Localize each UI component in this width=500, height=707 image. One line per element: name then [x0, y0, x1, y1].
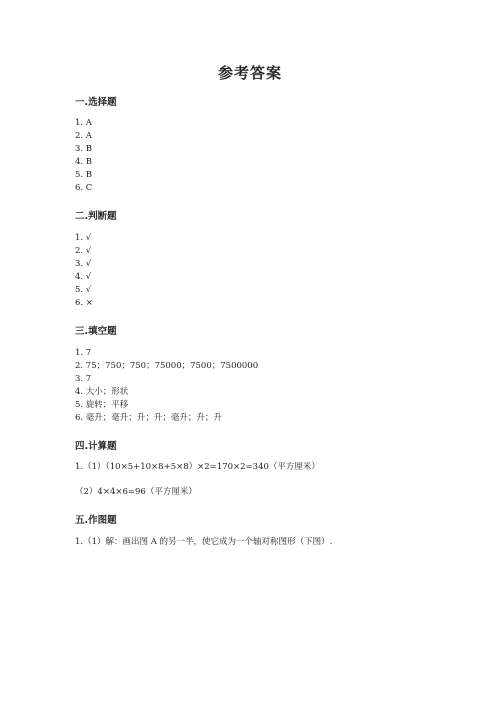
section-heading-choice: 一.选择题 — [75, 97, 117, 108]
answer-line: 2. √ — [75, 246, 92, 256]
section-heading-fill-in: 三.填空题 — [75, 326, 117, 337]
section-heading-drawing: 五.作图题 — [75, 515, 117, 526]
section-heading-judgement: 二.判断题 — [75, 211, 117, 222]
answer-line: 1. √ — [75, 233, 92, 243]
answer-line: 1.（1）（10×5+10×8+5×8）×2=170×2=340（平方厘米） — [75, 462, 320, 472]
answer-line: 5. √ — [75, 285, 92, 295]
answer-line: 5. B — [75, 170, 93, 180]
answer-line: 6. × — [75, 298, 93, 308]
answer-line: 3. B — [75, 144, 93, 154]
answer-line: 5. 旋转；平移 — [75, 400, 129, 410]
answer-line: 3. √ — [75, 259, 92, 269]
answer-line: 1.（1）解：画出图 A 的另一半，使它成为一个轴对称图形（下图）. — [75, 537, 333, 547]
answer-line: 4. √ — [75, 272, 92, 282]
answer-line: 6. C — [75, 183, 93, 193]
answer-line: 1. 7 — [75, 348, 92, 358]
answer-line: 1. A — [75, 118, 92, 128]
answer-line: 2. 75；750；750；75000；7500；7500000 — [75, 361, 259, 371]
answer-line: （2）4×4×6=96（平方厘米） — [75, 487, 197, 497]
page-title: 参考答案 — [217, 64, 282, 82]
answer-line: 3. 7 — [75, 374, 92, 384]
answer-line: 4. 大小；形状 — [75, 387, 129, 397]
answer-line: 4. B — [75, 157, 93, 167]
answer-line: 2. A — [75, 131, 92, 141]
section-heading-calculation: 四.计算题 — [75, 441, 117, 452]
answer-line: 6. 毫升；毫升；升；升；毫升；升；升 — [75, 413, 222, 423]
